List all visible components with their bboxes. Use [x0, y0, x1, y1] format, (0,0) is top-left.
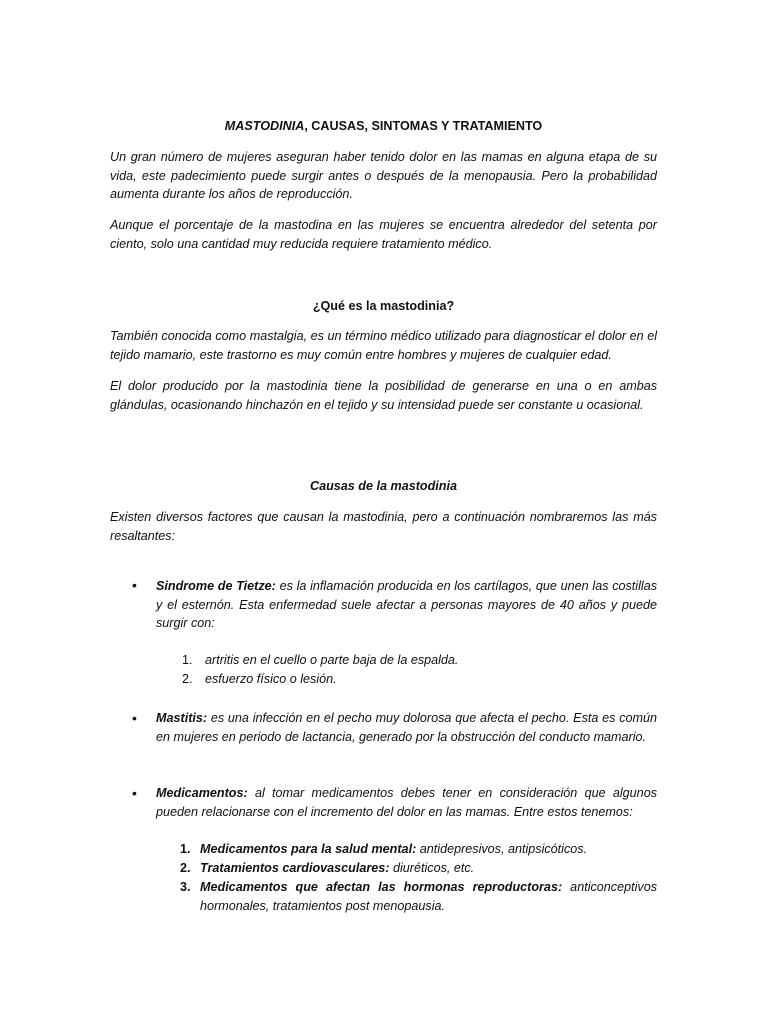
list-text [200, 878, 657, 916]
list-text: esfuerzo físico o lesión. [205, 672, 337, 686]
list-item [180, 840, 657, 859]
bullet-body: al tomar medicamentos debes tener en consideración que algunos pueden relacionarse con el incremento del dolor en las mamas. Entre estos tenemos: [156, 786, 657, 819]
section1-text-2: El dolor producido por la mastodinia tiene la posibilidad de generarse en una o en ambas glándulas, ocasionando hinchazón en el tejido y su intensidad puede ser constante u ocasional. [110, 379, 657, 412]
bullet-body: es la inflamación producida en los cartílagos, que unen las costillas y el esternón. Esta enfermedad suele afectar a personas mayores de 40 años y puede surgir con: [156, 579, 657, 631]
bullet-marker: • [132, 785, 137, 801]
section2-intro-text: Existen diversos factores que causan la mastodinia, pero a continuación nombraremos las más resaltantes: [110, 510, 657, 543]
intro-text-1: Un gran número de mujeres aseguran haber tenido dolor en las mamas en alguna etapa de su vida, este padecimiento puede surgir antes o después de la menopausia. Pero la probabilidad aumenta durante los años de reproducción. [110, 150, 657, 202]
intro-text-2: Aunque el porcentaje de la mastodina en las mujeres se encuentra alrededor del setenta por ciento, solo una cantidad muy reducida requiere tratamiento médico. [110, 218, 657, 251]
list-number: 3. [180, 880, 191, 894]
list-item [180, 859, 657, 878]
bullet-item-tietze [156, 577, 657, 633]
list-number: 2. [180, 861, 191, 875]
bullet-text-mastitis [156, 709, 657, 746]
bullet-item-medicamentos [156, 784, 657, 821]
section1-text-1: También conocida como mastalgia, es un término médico utilizado para diagnosticar el dolor en el tejido mamario, este trastorno es muy común entre hombres y mujeres de cualquier edad. [110, 329, 657, 362]
section-heading-causes: Causas de la mastodinia [310, 479, 457, 493]
bullet-marker: • [132, 577, 137, 593]
bullet-marker: • [132, 710, 137, 726]
list-body: diuréticos, etc. [389, 861, 475, 875]
section-heading-what-is: ¿Qué es la mastodinia? [312, 299, 455, 313]
list-body: anticonceptivos hormonales, tratamientos post menopausia. [200, 880, 657, 913]
intro-paragraph-2 [110, 216, 657, 253]
tietze-sublist [182, 651, 657, 689]
bullet-term: Mastitis: [156, 711, 208, 725]
list-term: Tratamientos cardiovasculares: [200, 861, 390, 875]
list-text [200, 840, 657, 859]
section1-paragraph-1 [110, 327, 657, 364]
list-term: Medicamentos para la salud mental: [200, 842, 417, 856]
list-item [182, 670, 657, 689]
list-number: 1. [180, 842, 191, 856]
section2-intro [110, 508, 657, 545]
list-body: antidepresivos, antipsicóticos. [416, 842, 588, 856]
list-item [180, 878, 657, 916]
bullet-term: Medicamentos: [156, 786, 248, 800]
document-title [110, 117, 657, 135]
bullet-body: es una infección en el pecho muy dolorosa que afecta el pecho. Esta es común en mujeres en periodo de lactancia, generado por la obstrucción del conducto mamario. [156, 711, 657, 744]
bullet-text-tietze [156, 577, 657, 633]
section1-paragraph-2 [110, 377, 657, 414]
intro-paragraph-1 [110, 148, 657, 204]
title-italic-part: MASTODINIA [224, 119, 305, 133]
list-number: 2. [182, 672, 193, 686]
list-text: artritis en el cuello o parte baja de la espalda. [205, 653, 459, 667]
bullet-text-medicamentos [156, 784, 657, 821]
list-item [182, 651, 657, 670]
list-term: Medicamentos que afectan las hormonas reproductoras: [200, 880, 563, 894]
bullet-item-mastitis [156, 709, 657, 746]
bullet-term: Sindrome de Tietze: [156, 579, 276, 593]
list-number: 1. [182, 653, 193, 667]
title-rest: , CAUSAS, SINTOMAS Y TRATAMIENTO [304, 119, 543, 133]
medicamentos-sublist [180, 840, 657, 916]
list-text [200, 859, 657, 878]
